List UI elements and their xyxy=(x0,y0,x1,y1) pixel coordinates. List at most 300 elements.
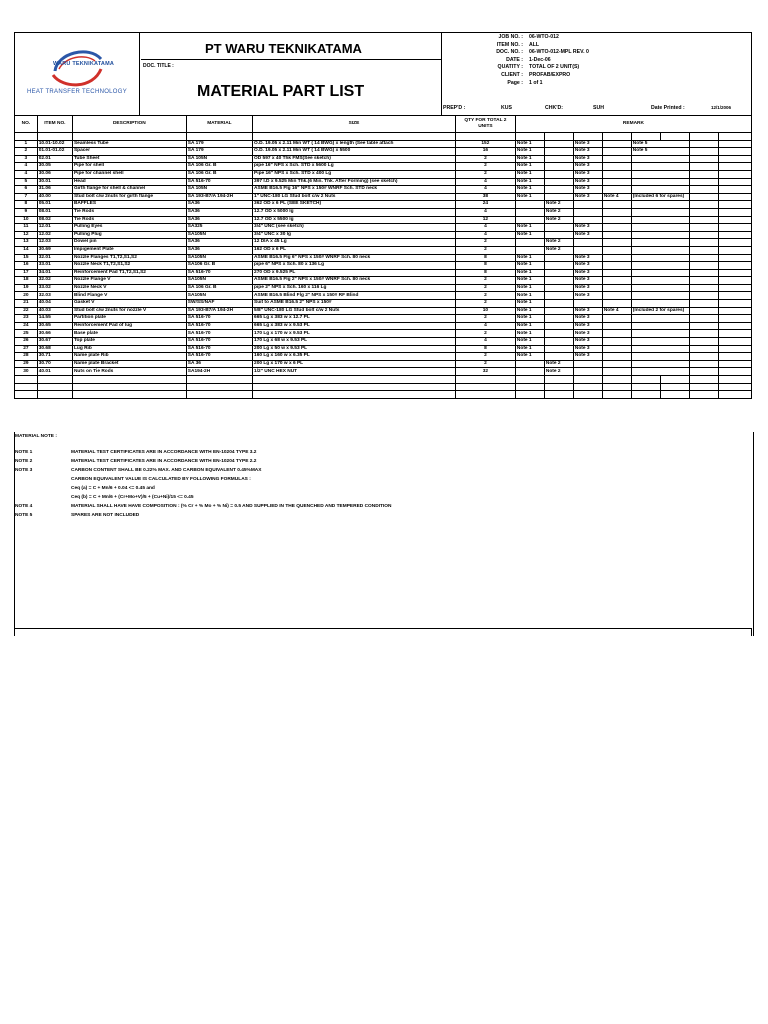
row-remark-5 xyxy=(631,322,689,330)
row-remark-6 xyxy=(689,163,718,171)
row-size: 170 Lg x 68 w x 9.53 PL xyxy=(253,338,456,346)
row-description: Spacer xyxy=(72,148,186,156)
row-remark-3: Note 3 xyxy=(573,284,602,292)
row-remark-4 xyxy=(602,201,631,209)
row-qty: 24 xyxy=(455,201,515,209)
row-material: SA 516-70 xyxy=(186,269,252,277)
table-row xyxy=(15,216,752,224)
row-no: 1 xyxy=(15,140,38,148)
row-qty: 4 xyxy=(455,231,515,239)
prepared-label: PREP'D : xyxy=(443,105,466,111)
row-description: Nozzle Flanges T1,T2,S1,S2 xyxy=(72,254,186,262)
meta-label: QUATITY : xyxy=(497,64,523,71)
row-no: 8 xyxy=(15,201,38,209)
logo-swoosh-icon xyxy=(49,45,105,91)
row-size: 665 Lg x 383 w x 12.7 PL xyxy=(253,315,456,323)
row-qty: 2 xyxy=(455,284,515,292)
row-remark-4 xyxy=(602,338,631,346)
row-description: Name plate Bracket xyxy=(72,360,186,368)
row-no: 30 xyxy=(15,368,38,376)
row-description: Stud bolt c/w 2nuts for nozzle V xyxy=(72,307,186,315)
row-remark-3: Note 3 xyxy=(573,330,602,338)
row-item-no: 30.01 xyxy=(37,178,72,186)
row-size: 665 Lg x 383 w x 9.53 PL xyxy=(253,322,456,330)
row-remark-6 xyxy=(689,208,718,216)
row-description: Pulling Eyes xyxy=(72,224,186,232)
row-remark-6 xyxy=(689,277,718,285)
row-remark-4 xyxy=(602,360,631,368)
table-row xyxy=(15,170,752,178)
table-header-row xyxy=(15,116,752,133)
meta-label: CLIENT : xyxy=(501,71,523,78)
row-material: SA106 Gr. B xyxy=(186,262,252,270)
note-text: Ceq (b) = C + Mn/6 + (Cr+Mo+V)/5 + (Cu+Ni)/15 <= 0.45 xyxy=(71,495,194,500)
row-material: SA 516-70 xyxy=(186,315,252,323)
row-qty: 2 xyxy=(455,155,515,163)
row-qty: 4 xyxy=(455,224,515,232)
row-size: 1/2" UNC HEX NUT xyxy=(253,368,456,376)
table-row xyxy=(15,322,752,330)
row-remark-3 xyxy=(573,246,602,254)
row-remark-3: Note 3 xyxy=(573,148,602,156)
page-title: MATERIAL PART LIST xyxy=(197,83,365,100)
row-material: SA 516-70 xyxy=(186,353,252,361)
row-remark-4 xyxy=(602,368,631,376)
row-remark-1 xyxy=(515,368,544,376)
checked-label: CHK'D: xyxy=(545,105,563,111)
row-size: OD 597 x 40 Thk FMS(See sketch) xyxy=(253,155,456,163)
row-size: 3/4" UNC x 30 lg xyxy=(253,231,456,239)
material-part-list-sheet xyxy=(14,32,752,399)
note-text: MATERIAL TEST CERTIFICATES ARE IN ACCORDANCE WITH EN-10204 TYPE 3.2 xyxy=(71,450,257,455)
table-row-blank xyxy=(15,133,752,141)
row-remark-5 xyxy=(631,186,689,194)
row-qty: 2 xyxy=(455,360,515,368)
row-item-no: 40.04 xyxy=(37,300,72,308)
row-remark-6 xyxy=(689,186,718,194)
checked-by: SUH xyxy=(593,105,604,111)
row-remark-5 xyxy=(631,201,689,209)
row-remark-1 xyxy=(515,201,544,209)
row-material: SA 516-70 xyxy=(186,330,252,338)
row-item-no: 30.68 xyxy=(37,345,72,353)
row-material: SA36 xyxy=(186,201,252,209)
row-remark-4 xyxy=(602,178,631,186)
row-remark-6 xyxy=(689,140,718,148)
row-no: 13 xyxy=(15,239,38,247)
row-description: Girth flange for shell & channel xyxy=(72,186,186,194)
row-no: 7 xyxy=(15,193,38,201)
row-material: SA 179 xyxy=(186,148,252,156)
row-remark-3: Note 3 xyxy=(573,155,602,163)
row-size: 5/8" UNC-180 LG Stud bolt c/w 2 Nuts xyxy=(253,307,456,315)
row-remark-5 xyxy=(631,246,689,254)
table-row xyxy=(15,269,752,277)
row-remark-1 xyxy=(515,246,544,254)
row-remark-2 xyxy=(544,300,573,308)
note-tag: NOTE 5 xyxy=(15,513,33,518)
row-size: 170 Lg x 170 w x 9.53 PL xyxy=(253,330,456,338)
note-text: CARBON EQUIVALENT VALUE IS CALCULATED BY FOLLOWING FORMULAS : xyxy=(71,477,251,482)
row-description: Seamless Tube xyxy=(72,140,186,148)
row-material: SA105N xyxy=(186,231,252,239)
row-remark-5 xyxy=(631,216,689,224)
row-material: SA36 xyxy=(186,239,252,247)
row-remark-3: Note 3 xyxy=(573,269,602,277)
table-row xyxy=(15,345,752,353)
row-no: 4 xyxy=(15,170,38,178)
row-remark-6 xyxy=(689,231,718,239)
row-qty: 8 xyxy=(455,269,515,277)
meta-value: 06-WTO-012-MPL REV. 0 xyxy=(529,49,589,56)
row-description: Tie Rods xyxy=(72,216,186,224)
row-remark-4 xyxy=(602,315,631,323)
row-qty: 4 xyxy=(455,178,515,186)
row-size: O.D. 19.05 x 2.11 Min WT ( 14 BWG) x length (See table attach xyxy=(253,140,456,148)
table-row xyxy=(15,277,752,285)
row-item-no: 08.01 xyxy=(37,208,72,216)
col-header-item-no: ITEM NO. xyxy=(37,116,72,133)
row-material: SA105N xyxy=(186,254,252,262)
row-remark-5 xyxy=(631,155,689,163)
notes-heading: MATERIAL NOTE : xyxy=(15,434,57,439)
row-item-no: 34.01 xyxy=(37,269,72,277)
row-size: pipe 6" NPS x Sch. 80 x 136 Lg xyxy=(253,262,456,270)
row-size: Suit to ASME B16.5 2" NPS x 150# xyxy=(253,300,456,308)
row-remark-2 xyxy=(544,345,573,353)
row-remark-4 xyxy=(602,216,631,224)
row-material: SA36 xyxy=(186,208,252,216)
row-remark-2 xyxy=(544,163,573,171)
row-no: 27 xyxy=(15,345,38,353)
row-material: SA 516-70 xyxy=(186,345,252,353)
row-size: 362 OD x 6 PL (SEE SKETCH) xyxy=(253,201,456,209)
row-remark-4 xyxy=(602,300,631,308)
row-item-no: 30.70 xyxy=(37,360,72,368)
row-item-no: 10.01-10.02 xyxy=(37,140,72,148)
row-material: SA 516-70 xyxy=(186,322,252,330)
row-remark-1: Note 1 xyxy=(515,148,544,156)
row-remark-2 xyxy=(544,178,573,186)
row-description: BAFFLES xyxy=(72,201,186,209)
row-description: Name plate Rib xyxy=(72,353,186,361)
row-remark-5 xyxy=(631,338,689,346)
row-remark-1: Note 1 xyxy=(515,262,544,270)
row-description: Head xyxy=(72,178,186,186)
row-remark-4 xyxy=(602,292,631,300)
row-size: ASME B16.5 Flg 2" NPS x 150# WNRF Sch. 80 neck xyxy=(253,277,456,285)
row-remark-2: Note 2 xyxy=(544,201,573,209)
row-qty: 2 xyxy=(455,246,515,254)
row-material: SA 106 Gr. B xyxy=(186,163,252,171)
note-text: MATERIAL TEST CERTIFICATES ARE IN ACCORDANCE WITH EN-10204 TYPE 2.2 xyxy=(71,459,257,464)
row-remark-3: Note 3 xyxy=(573,322,602,330)
table-row xyxy=(15,239,752,247)
row-remark-6 xyxy=(689,307,718,315)
row-material: SA 106 Gr. B xyxy=(186,284,252,292)
row-remark-1 xyxy=(515,216,544,224)
row-no: 26 xyxy=(15,338,38,346)
row-size: 3/4" UNC (see sketch) xyxy=(253,224,456,232)
row-item-no: 12.02 xyxy=(37,231,72,239)
row-material: SA 193-B7/A 194-2H xyxy=(186,307,252,315)
row-remark-4 xyxy=(602,330,631,338)
row-remark-3: Note 3 xyxy=(573,254,602,262)
table-row xyxy=(15,163,752,171)
row-remark-1: Note 1 xyxy=(515,277,544,285)
row-remark-3: Note 3 xyxy=(573,353,602,361)
row-description: Reinforcement Pad T1,T2,S1,S2 xyxy=(72,269,186,277)
row-remark-2: Note 2 xyxy=(544,360,573,368)
row-material: SA 36 xyxy=(186,360,252,368)
row-remark-3 xyxy=(573,360,602,368)
row-remark-4 xyxy=(602,239,631,247)
row-size: ASME B16.5 Flg 6" NPS x 150# WNRF Sch. 80 neck xyxy=(253,254,456,262)
row-remark-5 xyxy=(631,300,689,308)
row-size: pipe 16" NPS x Sch. STD x 5600 Lg xyxy=(253,163,456,171)
col-header-no: NO. xyxy=(15,116,38,133)
row-remark-6 xyxy=(689,269,718,277)
row-size: ASME B16.5 Blind Flg 2" NPS x 150# RF Blind xyxy=(253,292,456,300)
row-item-no: 05.01 xyxy=(37,201,72,209)
row-remark-1: Note 1 xyxy=(515,224,544,232)
row-no: 16 xyxy=(15,262,38,270)
row-remark-6 xyxy=(689,239,718,247)
row-remark-1: Note 1 xyxy=(515,193,544,201)
meta-value: TOTAL OF 2 UNIT(S) xyxy=(529,64,580,71)
meta-label: Page : xyxy=(507,79,523,86)
row-remark-1: Note 1 xyxy=(515,345,544,353)
row-description: Gasket V xyxy=(72,300,186,308)
row-remark-5 xyxy=(631,170,689,178)
logo-name: WARU TEKNIKATAMA xyxy=(53,61,115,67)
row-description: Tube Sheet xyxy=(72,155,186,163)
col-header-remark: REMARK xyxy=(515,116,751,133)
row-remark-6 xyxy=(689,224,718,232)
row-remark-1 xyxy=(515,360,544,368)
row-size: Pipe 16" NPS x Sch. STD x 400 Lg xyxy=(253,170,456,178)
date-printed: 12/1/2006 xyxy=(711,105,732,110)
row-remark-5 xyxy=(631,368,689,376)
row-item-no: 33.01 xyxy=(37,262,72,270)
note-tag: NOTE 1 xyxy=(15,450,33,455)
row-description: Nozzle Neck T1,T2,S1,S2 xyxy=(72,262,186,270)
row-item-no: 08.02 xyxy=(37,216,72,224)
row-remark-3: Note 3 xyxy=(573,231,602,239)
row-material: SA36 xyxy=(186,246,252,254)
row-item-no: 12.01 xyxy=(37,224,72,232)
row-material: SA 105N xyxy=(186,186,252,194)
row-remark-2 xyxy=(544,338,573,346)
row-size: pipe 2" NPS x Sch. 160 x 116 Lg xyxy=(253,284,456,292)
row-item-no: 30.06 xyxy=(37,170,72,178)
row-no: 5 xyxy=(15,178,38,186)
row-remark-6 xyxy=(689,201,718,209)
row-no: 9 xyxy=(15,208,38,216)
row-remark-3 xyxy=(573,208,602,216)
row-material: SA 193-B7/A 194-2H xyxy=(186,193,252,201)
row-remark-4 xyxy=(602,186,631,194)
row-remark-4: Note 4 xyxy=(602,193,631,201)
row-remark-5 xyxy=(631,208,689,216)
row-size: 160 Lg x 160 w x 6.35 PL xyxy=(253,353,456,361)
note-tag: NOTE 2 xyxy=(15,459,33,464)
row-description: Stud bolt c/w 2nuts for girth flange xyxy=(72,193,186,201)
row-remark-4 xyxy=(602,246,631,254)
row-size: 270 OD x 9.525 PL xyxy=(253,269,456,277)
row-no: 23 xyxy=(15,315,38,323)
row-qty: 8 xyxy=(455,345,515,353)
table-row xyxy=(15,338,752,346)
row-remark-1: Note 1 xyxy=(515,254,544,262)
row-remark-6 xyxy=(689,315,718,323)
row-remark-5 xyxy=(631,269,689,277)
row-remark-1: Note 1 xyxy=(515,155,544,163)
row-material: SA105N xyxy=(186,292,252,300)
row-remark-2 xyxy=(544,254,573,262)
row-qty: 38 xyxy=(455,193,515,201)
row-no: 14 xyxy=(15,246,38,254)
row-qty: 2 xyxy=(455,163,515,171)
row-remark-2 xyxy=(544,170,573,178)
row-remark-2: Note 2 xyxy=(544,246,573,254)
row-item-no: 30.05 xyxy=(37,163,72,171)
row-description: Partition plate xyxy=(72,315,186,323)
table-row xyxy=(15,315,752,323)
row-qty: 4 xyxy=(455,208,515,216)
row-remark-6 xyxy=(689,148,718,156)
table-row xyxy=(15,254,752,262)
row-remark-3: Note 3 xyxy=(573,170,602,178)
row-material: SA194-2H xyxy=(186,368,252,376)
row-remark-1: Note 1 xyxy=(515,315,544,323)
row-qty: 4 xyxy=(455,338,515,346)
table-row xyxy=(15,186,752,194)
row-remark-1: Note 1 xyxy=(515,300,544,308)
row-description: Blind Flange V xyxy=(72,292,186,300)
row-remark-2: Note 2 xyxy=(544,208,573,216)
row-remark-3 xyxy=(573,368,602,376)
row-remark-5 xyxy=(631,360,689,368)
row-remark-4 xyxy=(602,322,631,330)
row-remark-3: Note 3 xyxy=(573,163,602,171)
row-remark-6 xyxy=(689,292,718,300)
meta-label: JOB NO. : xyxy=(498,34,523,40)
table-row xyxy=(15,360,752,368)
row-qty: 2 xyxy=(455,353,515,361)
row-remark-6 xyxy=(689,345,718,353)
row-remark-2: Note 2 xyxy=(544,368,573,376)
row-remark-3 xyxy=(573,201,602,209)
row-description: Lug Rib xyxy=(72,345,186,353)
row-size: O.D. 19.05 x 2.11 Min WT ( 14 BWG) x 5500 xyxy=(253,148,456,156)
company-name: PT WARU TEKNIKATAMA xyxy=(205,41,362,56)
row-item-no: 40.00 xyxy=(37,193,72,201)
row-remark-1: Note 1 xyxy=(515,163,544,171)
row-remark-3: Note 3 xyxy=(573,193,602,201)
row-qty: 8 xyxy=(455,254,515,262)
table-row xyxy=(15,307,752,315)
row-item-no: 32.02 xyxy=(37,277,72,285)
logo-tagline: HEAT TRANSFER TECHNOLOGY xyxy=(26,89,128,95)
document-header xyxy=(14,32,752,115)
table-row xyxy=(15,300,752,308)
col-header-material: MATERIAL xyxy=(186,116,252,133)
table-row xyxy=(15,284,752,292)
row-remark-4 xyxy=(602,224,631,232)
doc-title-label: DOC. TITLE : xyxy=(143,63,174,69)
row-remark-1: Note 1 xyxy=(515,284,544,292)
row-remark-5 xyxy=(631,330,689,338)
meta-label: DATE : xyxy=(506,56,523,63)
row-item-no: 01.01-01.02 xyxy=(37,148,72,156)
parts-table-body xyxy=(15,133,752,399)
row-remark-1: Note 1 xyxy=(515,338,544,346)
row-remark-6 xyxy=(689,254,718,262)
row-description: Nozzle Flange V xyxy=(72,277,186,285)
row-remark-2 xyxy=(544,193,573,201)
row-qty: 2 xyxy=(455,292,515,300)
row-qty: 12 xyxy=(455,216,515,224)
row-remark-4 xyxy=(602,148,631,156)
table-row xyxy=(15,148,752,156)
table-row xyxy=(15,208,752,216)
row-remark-2 xyxy=(544,224,573,232)
row-remark-4 xyxy=(602,284,631,292)
row-description: Pipe for shell xyxy=(72,163,186,171)
table-row xyxy=(15,201,752,209)
row-remark-2 xyxy=(544,148,573,156)
row-remark-3: Note 3 xyxy=(573,140,602,148)
row-item-no: 32.01 xyxy=(37,254,72,262)
row-description: Impigement Plate xyxy=(72,246,186,254)
row-remark-6 xyxy=(689,300,718,308)
row-remark-3: Note 3 xyxy=(573,186,602,194)
row-item-no: 33.02 xyxy=(37,284,72,292)
row-remark-2 xyxy=(544,277,573,285)
row-remark-4 xyxy=(602,231,631,239)
row-remark-1: Note 1 xyxy=(515,353,544,361)
row-remark-6 xyxy=(689,262,718,270)
row-description: Dowel pin xyxy=(72,239,186,247)
row-remark-3: Note 3 xyxy=(573,307,602,315)
row-item-no: 32.03 xyxy=(37,292,72,300)
meta-value: 1-Dec-06 xyxy=(529,56,551,63)
meta-value: PROFAB/EXPRO xyxy=(529,71,571,78)
table-row-blank xyxy=(15,383,752,391)
row-remark-5 xyxy=(631,224,689,232)
row-no: 3 xyxy=(15,155,38,163)
row-no: 2 xyxy=(15,148,38,156)
row-no: 17 xyxy=(15,269,38,277)
row-description: Reinforcement Pad of lug xyxy=(72,322,186,330)
table-row xyxy=(15,155,752,163)
row-remark-2 xyxy=(544,292,573,300)
row-remark-5 xyxy=(631,315,689,323)
row-qty: 32 xyxy=(455,368,515,376)
meta-value: ALL xyxy=(529,41,540,48)
row-item-no: 30.65 xyxy=(37,322,72,330)
row-remark-4 xyxy=(602,170,631,178)
row-qty: 152 xyxy=(455,140,515,148)
row-remark-4 xyxy=(602,254,631,262)
note-text: CARBON CONTENT SHALL BE 0.22% MAX. AND CARBON EQUIVALENT 0.45%MAX xyxy=(71,468,262,473)
row-material: SA 516-70 xyxy=(186,178,252,186)
note-tag: NOTE 4 xyxy=(15,504,33,509)
note-text: MATERIAL SHALL HAVE HAVE COMPOSITION : (% Cr + % Mo + % Ni) = 0.5 AND SUPPLIED IN THE QUENCHED AND TEMPERED CONDITION xyxy=(71,504,392,509)
prepared-by: KUS xyxy=(501,105,512,111)
row-remark-4 xyxy=(602,163,631,171)
